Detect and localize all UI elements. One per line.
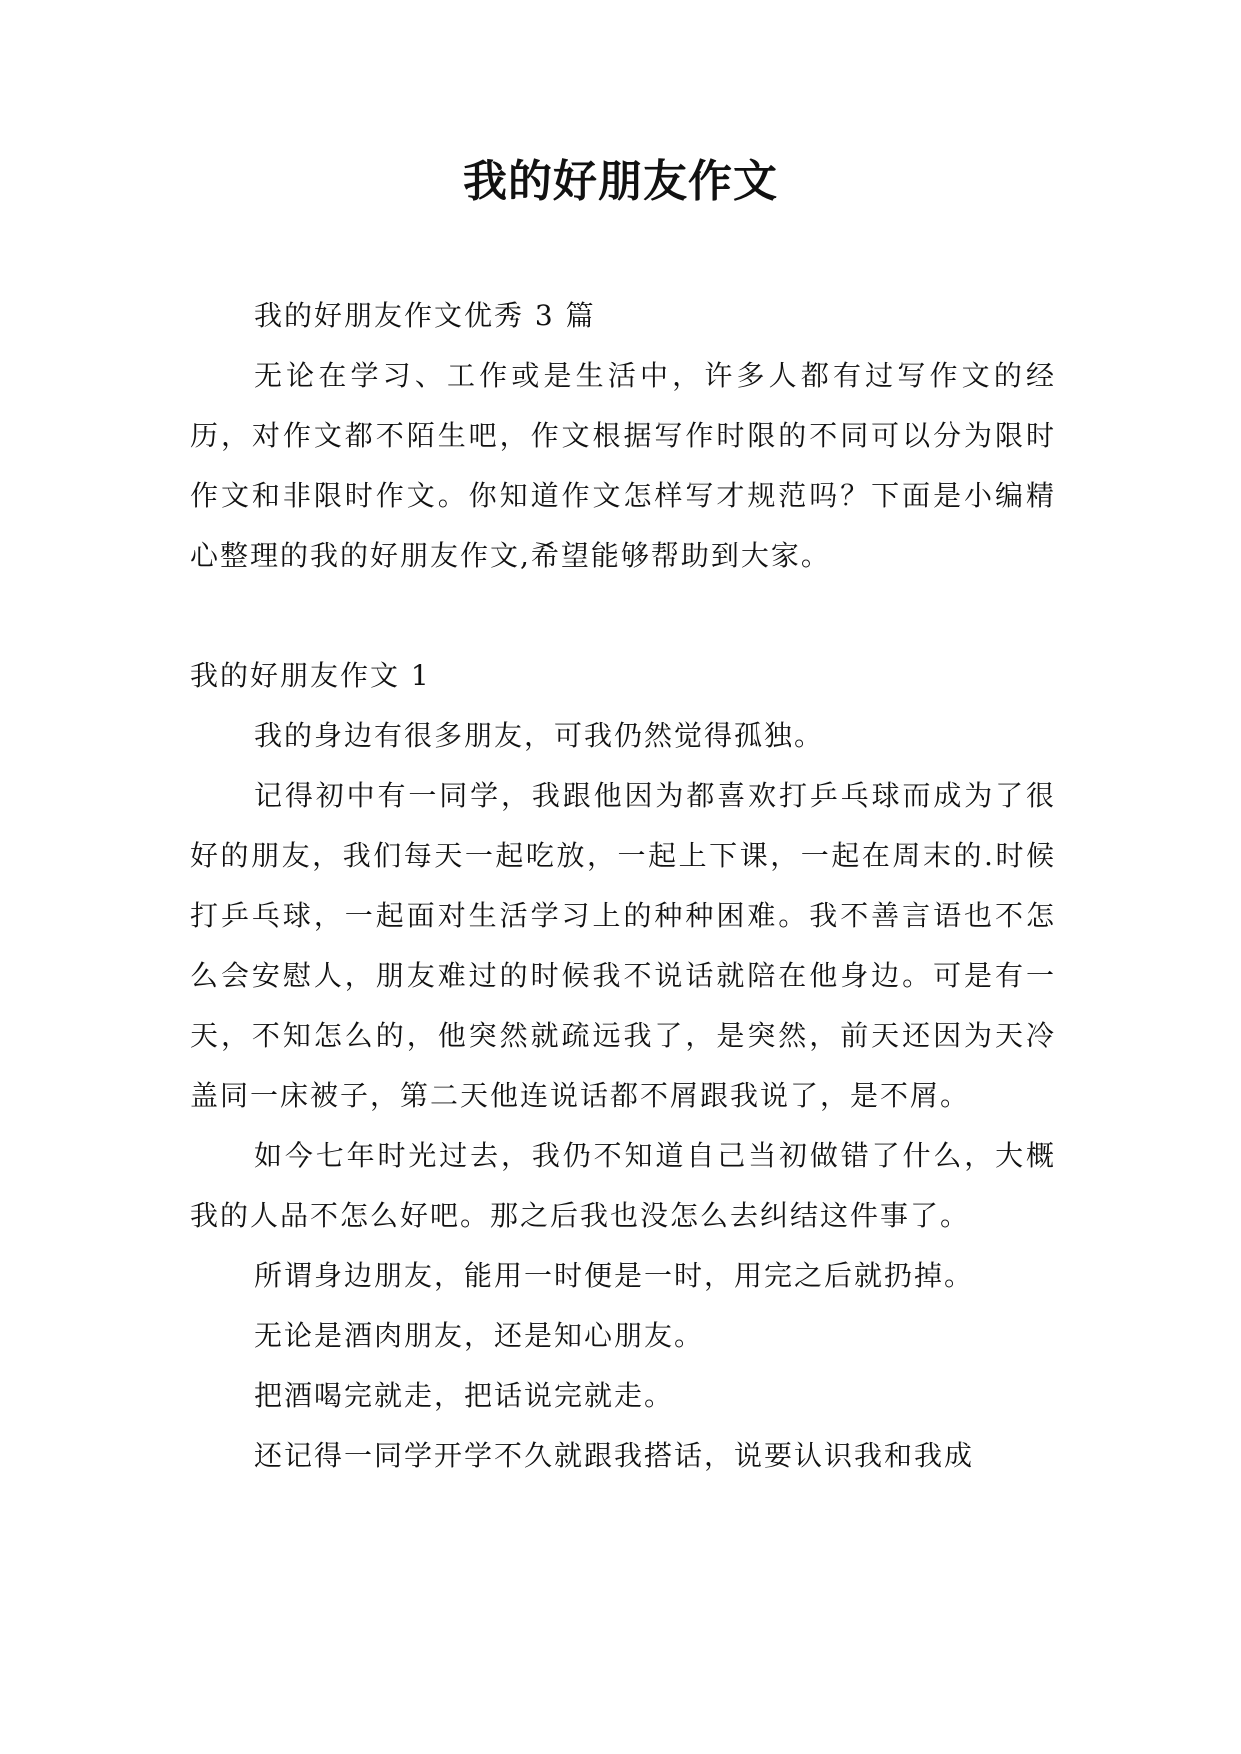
body-paragraph: 把酒喝完就走，把话说完就走。 <box>254 1379 675 1412</box>
body-paragraph: 我的身边有很多朋友，可我仍然觉得孤独。 <box>254 719 825 752</box>
body-paragraph: 如今七年时光过去，我仍不知道自己当初做错了什么，大概我的人品不怎么好吧。那之后我也没怎么去纠结这件事了。 <box>190 1139 1056 1232</box>
section-heading: 我的好朋友作文 1 <box>190 659 431 692</box>
document-subtitle: 我的好朋友作文优秀 3 篇 <box>254 299 596 332</box>
intro-paragraph: 无论在学习、工作或是生活中，许多人都有过写作文的经历，对作文都不陌生吧，作文根据写作时限的不同可以分为限时作文和非限时作文。你知道作文怎样写才规范吗？下面是小编精心整理的我的好朋友作文,希望能够帮助到大家。 <box>190 359 1056 572</box>
body-paragraph: 还记得一同学开学不久就跟我搭话，说要认识我和我成 <box>254 1439 975 1472</box>
paragraph-gap <box>190 586 1056 646</box>
body-paragraph: 所谓身边朋友，能用一时便是一时，用完之后就扔掉。 <box>254 1259 975 1292</box>
body-paragraph: 无论是酒肉朋友，还是知心朋友。 <box>254 1319 705 1352</box>
document-body <box>190 286 1056 1486</box>
body-paragraph: 记得初中有一同学，我跟他因为都喜欢打乒乓球而成为了很好的朋友，我们每天一起吃放，一起上下课，一起在周末的.时候打乒乓球，一起面对生活学习上的种种困难。我不善言语也不怎么会安慰人，朋友难过的时候我不说话就陪在他身边。可是有一天，不知怎么的，他突然就疏远我了，是突然，前天还因为天冷盖同一床被子，第二天他连说话都不屑跟我说了，是不屑。 <box>190 779 1056 1112</box>
document-title: 我的好朋友作文 <box>463 156 778 207</box>
